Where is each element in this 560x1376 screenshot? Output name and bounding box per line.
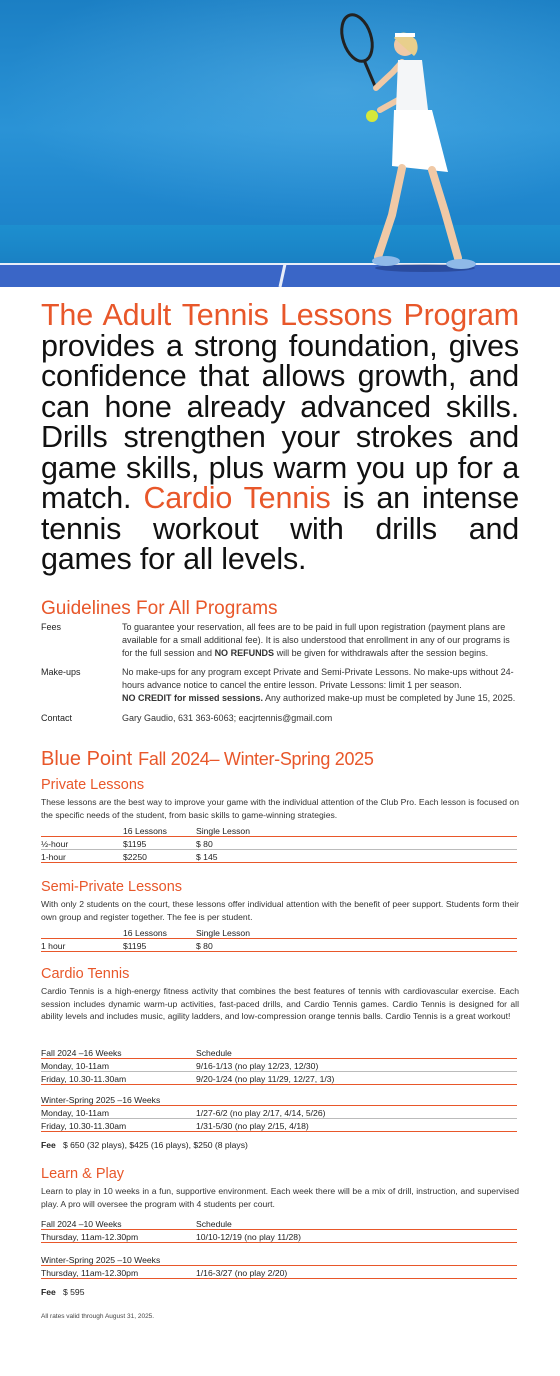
intro-cardio: Cardio Tennis	[143, 481, 331, 515]
intro-lead: The Adult Tennis Lessons Program	[41, 298, 519, 332]
table-header	[41, 1253, 517, 1266]
row-schedule: 9/16-1/13 (no play 12/23, 12/30)	[196, 1061, 319, 1071]
fall-head: Fall 2024 –16 Weeks	[41, 1048, 122, 1058]
semi-table	[41, 926, 517, 952]
makeups-text-2: Any authorized make-up must be completed by June 15, 2025.	[263, 693, 516, 703]
table-header	[41, 1046, 517, 1059]
season-label: Fall 2024– Winter-Spring 2025	[138, 749, 374, 769]
table-header	[41, 926, 517, 939]
cardio-fall-table	[41, 1046, 517, 1085]
intro-paragraph	[41, 300, 519, 575]
guideline-fees	[41, 621, 519, 661]
row-16-price: $2250	[123, 852, 147, 862]
contact-label: Contact	[41, 713, 73, 723]
intro-body-1: provides a strong foundation, gives confidence that allows growth, and can hone already advanced skills. Drills strengthen your strokes and game skills, plus warm you up for a match.	[41, 328, 519, 515]
table-header	[41, 1217, 517, 1230]
fee-label: Fee	[41, 1287, 56, 1297]
row-single-price: $ 80	[196, 941, 213, 951]
winter-head: Winter-Spring 2025 –10 Weeks	[41, 1255, 161, 1265]
tennis-player-illustration	[0, 0, 560, 287]
cardio-title: Cardio Tennis	[41, 966, 130, 982]
row-day: Friday, 10.30-11.30am	[41, 1074, 127, 1084]
cardio-fee	[41, 1140, 519, 1150]
row-day: Monday, 10-11am	[41, 1108, 109, 1118]
col-16-lessons: 16 Lessons	[123, 928, 167, 938]
semi-title: Semi-Private Lessons	[41, 879, 183, 895]
table-row	[41, 850, 517, 863]
row-day: Friday, 10.30-11.30am	[41, 1121, 127, 1131]
table-row	[41, 1119, 517, 1132]
table-row	[41, 939, 517, 952]
table-row	[41, 1059, 517, 1072]
row-16-price: $1195	[123, 941, 147, 951]
fall-head: Fall 2024 –10 Weeks	[41, 1219, 122, 1229]
learn-fall-table	[41, 1217, 517, 1243]
private-table	[41, 824, 517, 863]
table-header	[41, 1093, 517, 1106]
table-header	[41, 824, 517, 837]
row-single-price: $ 80	[196, 839, 213, 849]
makeups-text	[122, 666, 519, 705]
row-day: Thursday, 11am-12.30pm	[41, 1232, 139, 1242]
makeups-bold: NO CREDIT for missed sessions.	[122, 693, 264, 703]
schedule-head: Schedule	[196, 1048, 232, 1058]
table-row	[41, 1106, 517, 1119]
learn-desc: Learn to play in 10 weeks in a fun, supportive environment. Each week there will be a mix of drill, instruction, and supervised play. A pro will oversee the program with 4 students per court.	[41, 1186, 519, 1209]
col-single-lesson: Single Lesson	[196, 928, 250, 938]
row-label: 1 hour	[41, 941, 66, 951]
guidelines-title: Guidelines For All Programs	[41, 598, 278, 619]
table-row	[41, 837, 517, 850]
schedule-head: Schedule	[196, 1219, 232, 1229]
row-schedule: 10/10-12/19 (no play 11/28)	[196, 1232, 301, 1242]
guideline-contact	[41, 712, 519, 726]
cardio-desc: Cardio Tennis is a high-energy fitness activity that combines the best features of tennis with cardiovascular exercise. Each session includes dynamic warm-up activities, fast-paced drills, and Cardio Tennis games. Cardio Tennis is designed for all ability levels and includes music, agility ladders, and low-compression orange tennis balls. Cardio Tennis is a great workout!	[41, 986, 519, 1022]
hero-image	[0, 0, 560, 287]
row-label: ½-hour	[41, 839, 69, 849]
col-16-lessons: 16 Lessons	[123, 826, 167, 836]
intro-body-2: is an intense tennis workout with drills and games for all levels.	[41, 481, 519, 576]
fees-bold: NO REFUNDS	[214, 648, 275, 658]
table-row	[41, 1230, 517, 1243]
fees-label: Fees	[41, 622, 62, 632]
makeups-label: Make-ups	[41, 667, 81, 677]
fee-label: Fee	[41, 1140, 56, 1150]
private-title: Private Lessons	[41, 777, 145, 793]
fees-text-1: To guarantee your reservation, all fees are to be paid in full upon registration (payment plans are available for a small additional fee). It is also understood that enrollment in any of our programs is for the full session and	[122, 622, 510, 658]
learn-title: Learn & Play	[41, 1166, 125, 1182]
row-schedule: 1/27-6/2 (no play 2/17, 4/14, 5/26)	[196, 1108, 326, 1118]
fees-text	[122, 621, 519, 660]
fee-text: $ 650 (32 plays), $425 (16 plays), $250 (8 plays)	[62, 1140, 248, 1150]
row-label: 1-hour	[41, 852, 66, 862]
row-schedule: 1/16-3/27 (no play 2/20)	[196, 1268, 288, 1278]
semi-desc: With only 2 students on the court, these lessons offer individual attention with the benefit of peer support. Students form their own group and register together. The fee is per student.	[41, 899, 519, 922]
makeups-text-1: No make-ups for any program except Private and Semi-Private Lessons. No make-ups without 24-hours advance notice to cancel the entire lesson. Private Lessons: limit 1 per season.	[122, 667, 514, 690]
location-name: Blue Point	[41, 748, 133, 770]
fees-text-2: will be given for withdrawals after the session begins.	[274, 648, 489, 658]
cardio-winter-table	[41, 1093, 517, 1132]
row-schedule: 9/20-1/24 (no play 11/29, 12/27, 1/3)	[196, 1074, 335, 1084]
row-day: Monday, 10-11am	[41, 1061, 109, 1071]
winter-head: Winter-Spring 2025 –16 Weeks	[41, 1095, 161, 1105]
col-single-lesson: Single Lesson	[196, 826, 250, 836]
fee-text: $ 595	[62, 1287, 85, 1297]
table-row	[41, 1072, 517, 1085]
location-heading	[41, 748, 519, 771]
contact-text: Gary Gaudio, 631 363-6063; eacjrtennis@gmail.com	[122, 713, 333, 723]
private-desc: These lessons are the best way to improve your game with the individual attention of the Club Pro. Each lesson is focused on the specific needs of the student, from basic skills to game-winning strategies.	[41, 797, 519, 820]
row-schedule: 1/31-5/30 (no play 2/15, 4/18)	[196, 1121, 309, 1131]
row-16-price: $1195	[123, 839, 147, 849]
footnote: All rates valid through August 31, 2025.	[41, 1313, 155, 1320]
table-row	[41, 1266, 517, 1279]
learn-winter-table	[41, 1253, 517, 1279]
row-single-price: $ 145	[196, 852, 218, 862]
guideline-makeups	[41, 666, 519, 706]
row-day: Thursday, 11am-12.30pm	[41, 1268, 139, 1278]
learn-fee	[41, 1287, 519, 1297]
